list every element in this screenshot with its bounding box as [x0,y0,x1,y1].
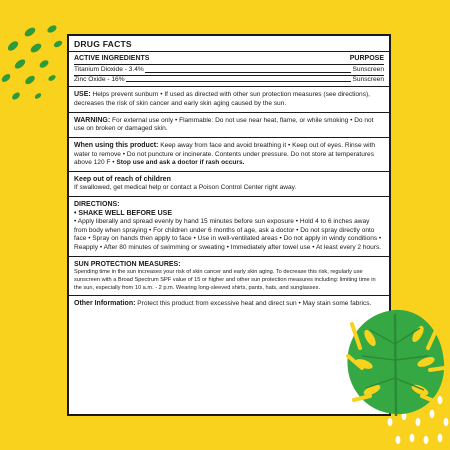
use-section [69,87,389,112]
active-ingredients-header [74,54,384,65]
shake-well-text: • SHAKE WELL BEFORE USE [74,209,172,217]
when-using-text: Keep away from face and avoid breathing it • Keep out of eyes. Rinse with water to remove • Do not puncture or incinerate. Contents under pressure. Do not store at temperatures above 120 F • [74,141,376,167]
keep-out-section [69,172,389,197]
sun-protection-heading: SUN PROTECTION MEASURES: [74,260,181,268]
when-using-section [69,138,389,172]
other-information-text: Protect this product from excessive heat and direct sun • May stain some fabrics. [137,300,372,308]
ingredient-purpose: Sunscreen [352,66,384,74]
sun-protection-text: Spending time in the sun increases your risk of skin cancer and early skin aging. To decrease this risk, regularly use sunscreen with a Broad Spectrum SPF value of 15 or higher and other sun protection measures including: limiting time in the sun, especially from 10 a.m. - 2 p.m. Wearing long-sleeved shirts, pants, hats, and sunglasses. [74,268,376,291]
ingredient-leader-line [145,72,352,73]
ingredient-row [74,66,384,76]
use-text: Helps prevent sunburn • If used as directed with other sun protection measures (see directions), decreases the risk of skin cancer and early skin aging caused by the sun. [74,91,370,107]
ingredient-name: Titanium Dioxide - 3.4% [74,66,144,74]
ingredient-row [74,76,384,85]
directions-section [69,197,389,257]
ingredient-purpose: Sunscreen [352,75,384,83]
warning-section [69,113,389,138]
purpose-heading: PURPOSE [349,55,384,62]
other-information-heading: Other Information: [74,300,136,308]
use-heading: USE: [74,91,91,99]
warning-heading: WARNING: [74,116,111,124]
keep-out-text: If swallowed, get medical help or contact a Poison Control Center right away. [74,184,297,192]
active-ingredients-heading: ACTIVE INGREDIENTS [74,55,150,62]
keep-out-heading: Keep out of reach of children [74,175,171,183]
warning-text: For external use only • Flammable: Do not use near heat, flame, or while smoking • Do not use on broken or damaged skin. [74,116,374,133]
ingredient-name: Zinc Oxide - 16% [74,75,125,83]
when-using-heading: When using this product: [74,141,159,149]
stop-use-text: Stop use and ask a doctor if rash occurs. [116,159,245,167]
drug-facts-title: DRUG FACTS [69,36,389,52]
other-information-section [69,296,389,312]
ingredient-leader-line [126,81,352,82]
directions-text: • Apply liberally and spread evenly by hand 15 minutes before sun exposure • Hold 4 to 6 inches away from body when spraying • For children under 6 months of age, ask a doctor • Do not spray directly onto face • Spray on hands then apply to face • Use in well-ventilated areas • Do not apply in windy conditions • Reapply • After 80 minutes of swimming or sweating • Immediately after towel use • At least every 2 hours. [74,218,382,252]
active-ingredients-section [69,52,389,87]
sun-protection-section [69,257,389,297]
directions-heading: DIRECTIONS: [74,200,120,208]
drug-facts-panel [67,34,391,416]
